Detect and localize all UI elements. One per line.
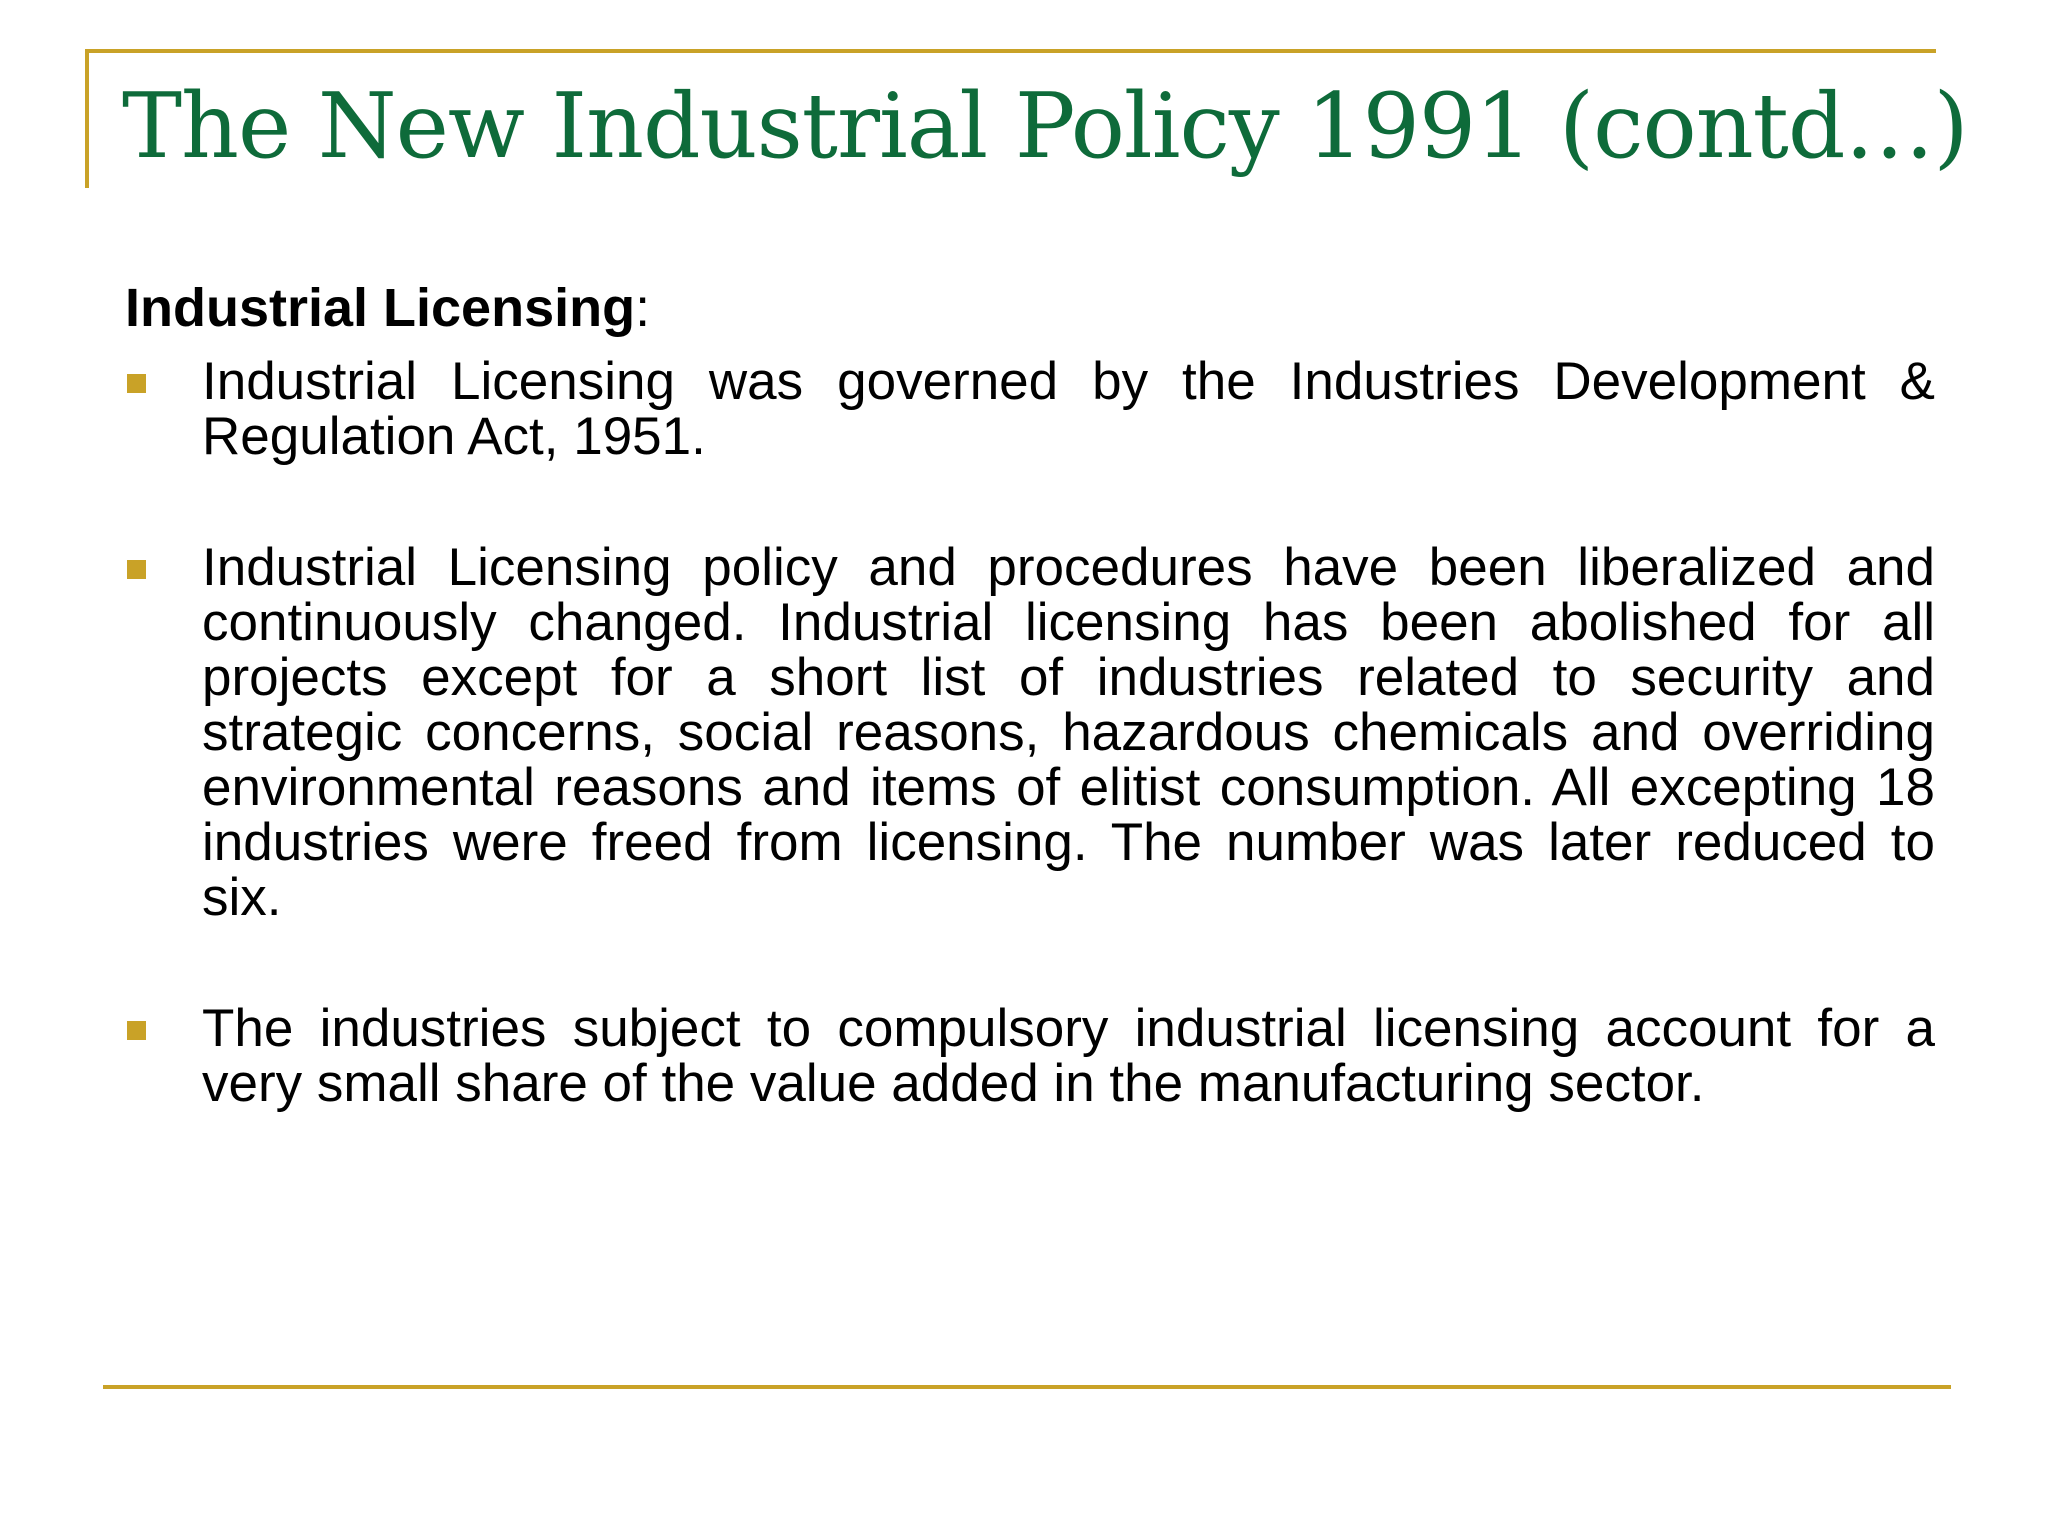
- slide-content: [125, 277, 1935, 1111]
- section-heading: [125, 277, 1935, 340]
- bullet-text: The industries subject to compulsory industrial licensing account for a very small share of the value added in the manufacturing sector.: [202, 998, 1935, 1113]
- section-heading-suffix: :: [635, 278, 651, 338]
- square-bullet-icon: [127, 374, 146, 393]
- bullet-text: Industrial Licensing was governed by the Industries Development & Regulation Act, 1951.: [202, 351, 1935, 466]
- bullet-item: [125, 351, 1935, 466]
- top-divider: [85, 49, 1936, 53]
- section-heading-text: Industrial Licensing: [125, 278, 636, 338]
- square-bullet-icon: [127, 560, 146, 579]
- left-divider: [85, 49, 89, 188]
- bullet-item: [125, 998, 1935, 1113]
- square-bullet-icon: [127, 1021, 146, 1040]
- slide-title: The New Industrial Policy 1991 (contd…): [122, 74, 1968, 179]
- bullet-item: [125, 537, 1935, 927]
- bullet-list: [125, 351, 1935, 1113]
- bottom-divider: [103, 1385, 1951, 1389]
- bullet-text: Industrial Licensing policy and procedures have been liberalized and continuously changed. Industrial licensing has been abolished for all projects except for a short list of industries related to security and strategic concerns, social reasons, hazardous chemicals and overriding environmental reasons and items of elitist consumption. All excepting 18 industries were freed from licensing. The number was later reduced to six.: [202, 537, 1935, 927]
